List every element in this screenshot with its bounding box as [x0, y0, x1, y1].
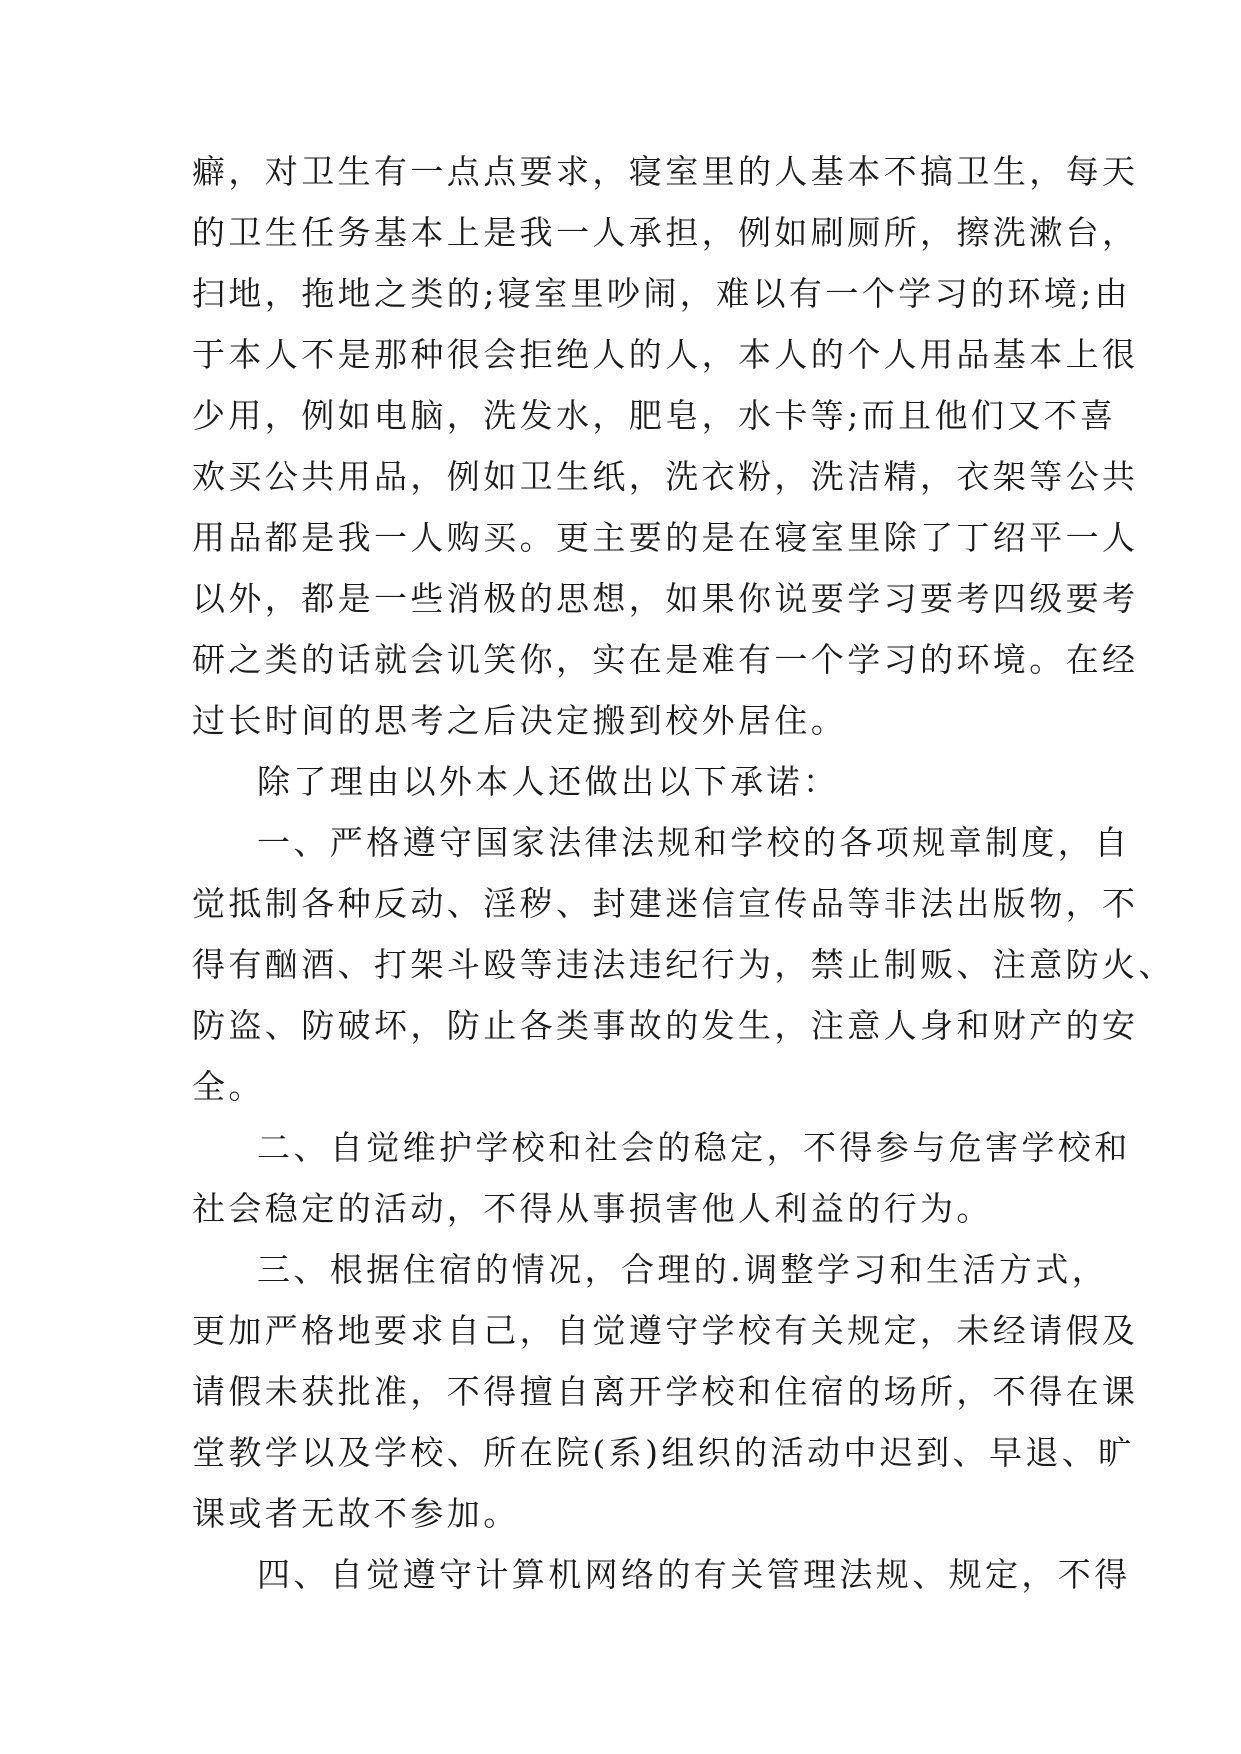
text-line: 过长时间的思考之后决定搬到校外居住。 — [192, 701, 848, 740]
text-line: 扫地，拖地之类的;寝室里吵闹，难以有一个学习的环境;由 — [192, 274, 1132, 313]
text-line: 社会稳定的活动，不得从事损害他人利益的行为。 — [192, 1189, 993, 1228]
text-line: 防盗、防破坏，防止各类事故的发生，注意人身和财产的安 — [192, 1006, 1139, 1045]
text-line: 得有酗酒、打架斗殴等违法违纪行为，禁止制贩、注意防火、 — [192, 945, 1175, 984]
paragraph-first-line: 除了理由以外本人还做出以下承诺： — [257, 762, 840, 801]
text-line: 课或者无故不参加。 — [192, 1494, 520, 1533]
text-line: 欢买公共用品，例如卫生纸，洗衣粉，洗洁精，衣架等公共 — [192, 457, 1139, 496]
text-line: 研之类的话就会讥笑你，实在是难有一个学习的环境。在经 — [192, 640, 1139, 679]
text-line: 的卫生任务基本上是我一人承担，例如刷厕所，擦洗漱台， — [192, 213, 1139, 252]
text-line: 请假未获批准，不得擅自离开学校和住宿的场所，不得在课 — [192, 1372, 1139, 1411]
text-line: 堂教学以及学校、所在院(系)组织的活动中迟到、早退、旷 — [192, 1433, 1135, 1472]
text-line: 更加严格地要求自己，自觉遵守学校有关规定，未经请假及 — [192, 1311, 1139, 1350]
text-line: 觉抵制各种反动、淫秽、封建迷信宣传品等非法出版物，不 — [192, 884, 1139, 923]
paragraph-first-line: 三、根据住宿的情况，合理的.调整学习和生活方式， — [257, 1250, 1109, 1289]
text-line: 癖，对卫生有一点点要求，寝室里的人基本不搞卫生，每天 — [192, 152, 1139, 191]
text-line: 于本人不是那种很会拒绝人的人，本人的个人用品基本上很 — [192, 335, 1139, 374]
paragraph-first-line: 四、自觉遵守计算机网络的有关管理法规、规定，不得 — [257, 1555, 1131, 1594]
paragraph-first-line: 二、自觉维护学校和社会的稳定，不得参与危害学校和 — [257, 1128, 1131, 1167]
text-line: 少用，例如电脑，洗发水，肥皂，水卡等;而且他们又不喜 — [192, 396, 1117, 435]
text-line: 以外，都是一些消极的思想，如果你说要学习要考四级要考 — [192, 579, 1139, 618]
text-line: 全。 — [192, 1067, 265, 1106]
paragraph-first-line: 一、严格遵守国家法律法规和学校的各项规章制度，自 — [257, 823, 1131, 862]
text-line: 用品都是我一人购买。更主要的是在寝室里除了丁绍平一人 — [192, 518, 1139, 557]
